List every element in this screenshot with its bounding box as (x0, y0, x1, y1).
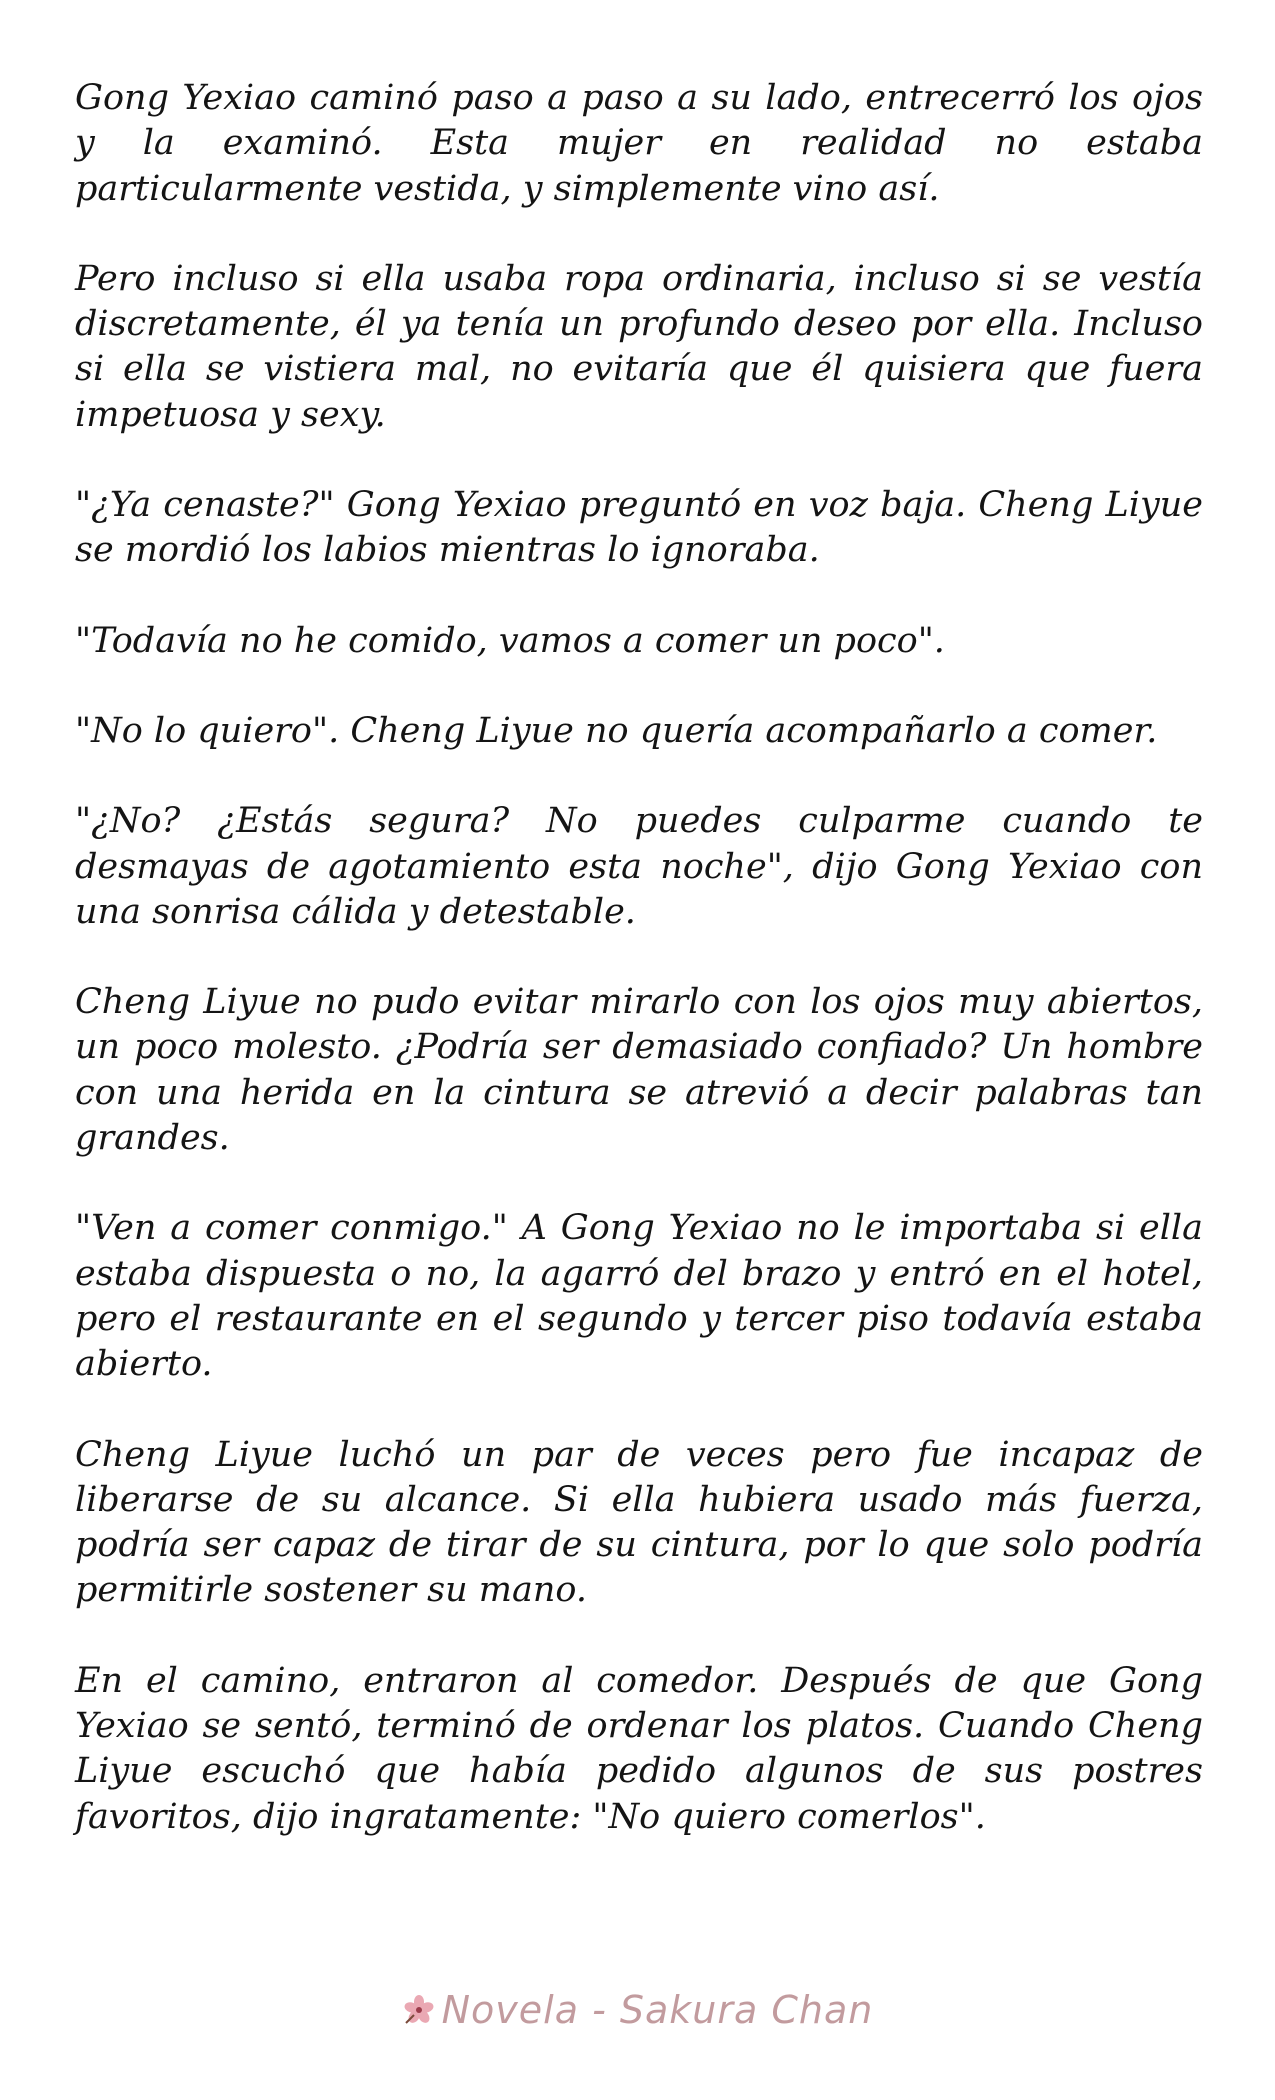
paragraph: Cheng Liyue luchó un par de veces pero fue incapaz de liberarse de su alcance. Si ella hubiera usado más fuerza, podría ser capaz de tirar de su cintura, por lo que solo podría permitirle sostener su mano. (75, 1434, 1203, 1611)
paragraph: En el camino, entraron al comedor. Después de que Gong Yexiao se sentó, terminó de ordenar los platos. Cuando Cheng Liyue escuchó que había pedido algunos de sus postres favoritos, dijo ingratamente: "No quiero comerlos". (75, 1660, 1203, 1837)
watermark (0, 1980, 1275, 2040)
paragraph: Cheng Liyue no pudo evitar mirarlo con los ojos muy abiertos, un poco molesto. ¿Podría ser demasiado confiado? Un hombre con una herida en la cintura se atrevió a decir palabras tan grandes. (75, 982, 1203, 1159)
paragraph: "¿No? ¿Estás segura? No puedes culparme cuando te desmayas de agotamiento esta noche", dijo Gong Yexiao con una sonrisa cálida y detestable. (75, 801, 1203, 932)
paragraph: "No lo quiero". Cheng Liyue no quería acompañarlo a comer. (75, 710, 1158, 751)
paragraph: "¿Ya cenaste?" Gong Yexiao preguntó en voz baja. Cheng Liyue se mordió los labios mientras lo ignoraba. (75, 485, 1203, 571)
paragraph: "Todavía no he comido, vamos a comer un poco". (75, 620, 945, 661)
paragraph: "Ven a comer conmigo." A Gong Yexiao no le importaba si ella estaba dispuesta o no, la agarró del brazo y entró en el hotel, pero el restaurante en el segundo y tercer piso todavía estaba abierto. (75, 1208, 1203, 1385)
sakura-flower-icon (402, 1993, 436, 2027)
watermark-text: Novela - Sakura Chan (441, 1988, 874, 2032)
paragraph: Pero incluso si ella usaba ropa ordinaria, incluso si se vestía discretamente, él ya tenía un profundo deseo por ella. Incluso si ella se vistiera mal, no evitaría que él quisiera que fuera impetuosa y sexy. (75, 258, 1203, 435)
text-column (75, 76, 1203, 1885)
paragraph: Gong Yexiao caminó paso a paso a su lado, entrecerró los ojos y la examinó. Esta mujer en realidad no estaba particularmente vestida, y simplemente vino así. (75, 78, 1203, 209)
